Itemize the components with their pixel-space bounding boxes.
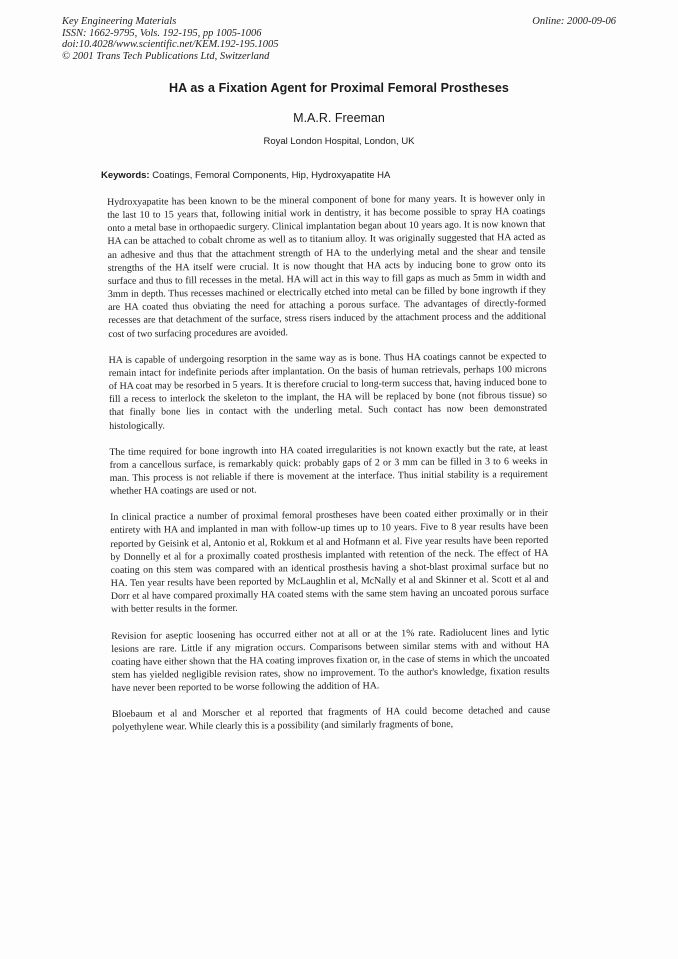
paper-body [107,192,550,748]
paragraph: The time required for bone ingrowth into HA coated irregularities is not known exactly but the rate, at least from a cancellous surface, is remarkably quick: probably gaps of 2 or 3 mm can be filled in 3 to 6 weeks in man. This process is not reliable if there is movement at the interface. Thus initial stability is a requirement whether HA coatings are used or not. [109,442,548,498]
paragraph: Hydroxyapatite has been known to be the mineral component of bone for many years. It is however only in the last 10 to 15 years that, following initial work in dentistry, it has become possible to spray HA coatings onto a metal base in orthopaedic surgery. Clinical implantation began about 10 years ago. It is now known that HA can be attached to cobalt chrome as well as to titanium alloy. It was originally suggested that HA acted as an adhesive and thus that the attachment strength of HA to the underlying metal and the shear and tensile strengths of the HA itself were crucial. It is now thought that HA acts by inducing bone to grow onto its surface and thus to fill recesses in the metal. HA will act in this way to fill gaps as much as 5mm in width and 3mm in depth. Thus recesses machined or electrically etched into metal can be filled by bone ingrowth if they are HA coated thus obviating the need for attaching a porous surface. The advantages of directly-formed recesses are that detachment of the surface, stress risers induced by the attachment process and the additional cost of two surfacing procedures are avoided. [107,192,547,340]
paragraph: Bloebaum et al and Morscher et al reported that fragments of HA could become detached and cause polyethylene wear. While clearly this is a possibility (and similarly fragments of bone, [111,705,551,734]
keywords-label: Keywords: [101,170,150,181]
paragraph: HA is capable of undergoing resorption in the same way as is bone. Thus HA coatings cannot be expected to remain intact for indefinite periods after implantation. On the basis of human retrievals, perhaps 100 microns of HA coat may be resorbed in 5 years. It is therefore crucial to long-term success that, having induced bone to fill a recess to interlock the skeleton to the implant, the HA will be replaced by bone (not fibrous tissue) so that finally bone lies in contact with the underling metal. Such contact has now been demonstrated histologically. [108,350,548,432]
doi-line: doi:10.4028/www.scientific.net/KEM.192-195.1005 [62,39,279,50]
paper-title: HA as a Fixation Agent for Proximal Femoral Prostheses [169,81,509,95]
copyright-line: © 2001 Trans Tech Publications Ltd, Switzerland [62,50,270,62]
paragraph: In clinical practice a number of proximal femoral prostheses have been coated either proximally or in their entirety with HA and implanted in man with follow-up times up to 10 years. Five to 8 year results have been reported by Geisink et al, Antonio et al, Rokkum et al and Hofmann et al. Five year results have been reported by Donnelly et al for a proximally coated prosthesis implanted with retention of the neck. The effect of HA coating on this stem was compared with an identical prosthesis having a shot-blast proximal surface but no HA. Ten year results have been reported by McLaughlin et al, McNally et al and Skinner et al. Scott et al and Dorr et al have compared proximally HA coated stems with the same stem having an uncoated porous surface with better results in the former. [110,508,549,616]
issn-line: ISSN: 1662-9795, Vols. 192-195, pp 1005-1006 [62,27,262,39]
paragraph: Revision for aseptic loosening has occurred either not at all or at the 1% rate. Radiolucent lines and lytic lesions are rare. Little if any migration occurs. Comparisons between similar stems with and without HA coating have either shown that the HA coating improves fixation or, in the case of stems in which the uncoated stem has yielded negligible revision rates, show no improvement. To the author's knowledge, fixation results have never been reported to be worse following the addition of HA. [111,626,550,695]
keywords-line [101,170,581,181]
author-affiliation: Royal London Hospital, London, UK [263,136,415,147]
keywords-text: Coatings, Femoral Components, Hip, Hydroxyapatite HA [152,170,391,181]
author-name: M.A.R. Freeman [293,111,385,125]
online-date: Online: 2000-09-06 [532,16,616,27]
journal-name: Key Engineering Materials [62,16,177,27]
